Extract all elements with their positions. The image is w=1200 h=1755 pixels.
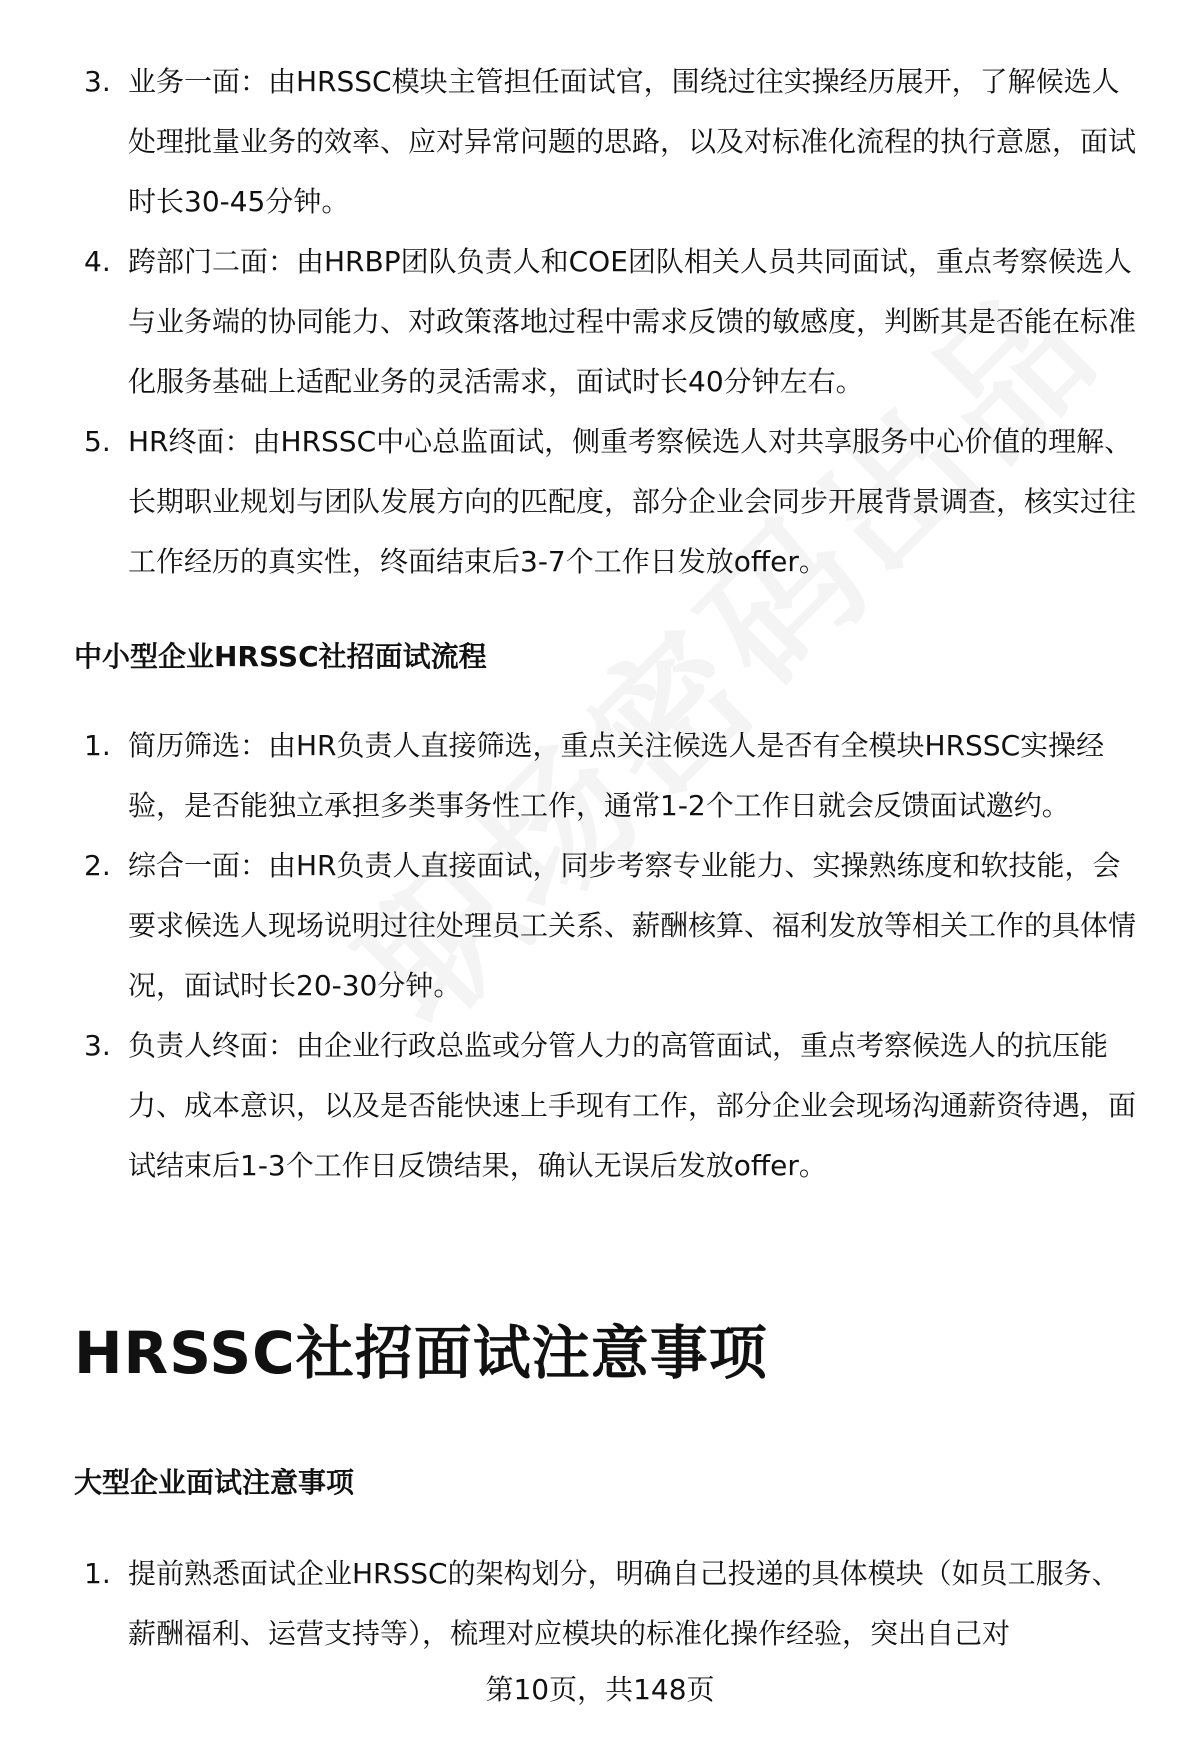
list-item bbox=[0, 412, 1200, 592]
list-item bbox=[0, 836, 1200, 1016]
list-item bbox=[0, 232, 1200, 412]
list-item-text: 综合一面：由HR负责人直接面试，同步考察专业能力、实操熟练度和软技能，会要求候选人现场说明过往处理员工关系、薪酬核算、福利发放等相关工作的具体情况，面试时长20-30分钟。 bbox=[128, 849, 1137, 1002]
list-item-text: 跨部门二面：由HRBP团队负责人和COE团队相关人员共同面试，重点考察候选人与业务端的协同能力、对政策落地过程中需求反馈的敏感度，判断其是否能在标准化服务基础上适配业务的灵活需求，面试时长40分钟左右。 bbox=[128, 245, 1137, 398]
list-item-text: 提前熟悉面试企业HRSSC的架构划分，明确自己投递的具体模块（如员工服务、薪酬福利、运营支持等），梳理对应模块的标准化操作经验，突出自己对 bbox=[128, 1557, 1120, 1650]
small-company-process-list bbox=[0, 716, 1200, 1196]
list-item-number: 2. bbox=[84, 849, 111, 882]
list-item-number: 3. bbox=[84, 65, 111, 98]
section-subheading: 中小型企业HRSSC社招面试流程 bbox=[74, 640, 487, 673]
list-item-text: 简历筛选：由HR负责人直接筛选，重点关注候选人是否有全模块HRSSC实操经验，是否能独立承担多类事务性工作，通常1-2个工作日就会反馈面试邀约。 bbox=[128, 729, 1105, 822]
page-footer: 第10页，共148页 bbox=[485, 1673, 715, 1706]
list-item bbox=[0, 52, 1200, 232]
list-item-text: 负责人终面：由企业行政总监或分管人力的高管面试，重点考察候选人的抗压能力、成本意识，以及是否能快速上手现有工作，部分企业会现场沟通薪资待遇，面试结束后1-3个工作日反馈结果，确认无误后发放offer。 bbox=[128, 1029, 1137, 1182]
large-company-process-list bbox=[0, 52, 1200, 592]
list-item-number: 5. bbox=[84, 425, 111, 458]
list-item-number: 1. bbox=[84, 729, 111, 762]
list-item-number: 4. bbox=[84, 245, 111, 278]
list-item-text: HR终面：由HRSSC中心总监面试，侧重考察候选人对共享服务中心价值的理解、长期职业规划与团队发展方向的匹配度，部分企业会同步开展背景调查，核实过往工作经历的真实性，终面结束后3-7个工作日发放offer。 bbox=[128, 425, 1137, 578]
section-subheading: 大型企业面试注意事项 bbox=[74, 1466, 355, 1499]
list-item bbox=[0, 1016, 1200, 1196]
list-item bbox=[0, 716, 1200, 836]
list-item-number: 1. bbox=[84, 1557, 111, 1590]
large-company-tips-list bbox=[0, 1544, 1200, 1664]
main-heading: HRSSC社招面试注意事项 bbox=[74, 1319, 768, 1387]
list-item-text: 业务一面：由HRSSC模块主管担任面试官，围绕过往实操经历展开，了解候选人处理批量业务的效率、应对异常问题的思路，以及对标准化流程的执行意愿，面试时长30-45分钟。 bbox=[128, 65, 1137, 218]
list-item bbox=[0, 1544, 1200, 1664]
list-item-number: 3. bbox=[84, 1029, 111, 1062]
